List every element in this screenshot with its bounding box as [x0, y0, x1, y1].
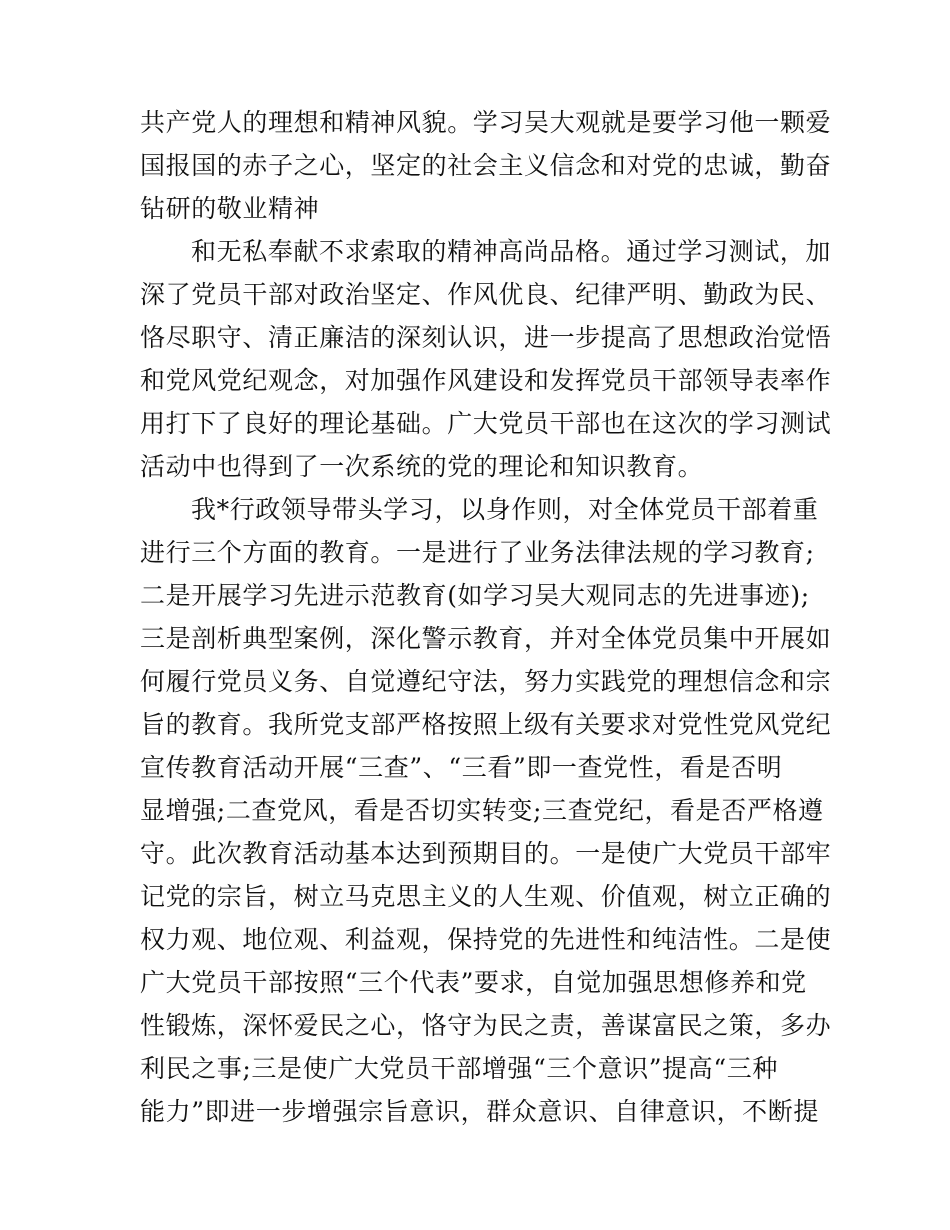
text-line-1: 共产党人的理想和精神风貌。学习吴大观就是要学习他一颗爱	[140, 108, 832, 137]
text-line-3: 钻研的敬业精神	[140, 194, 320, 223]
text-line-23: 利民之事;三是使广大党员干部增强“三个意识”提高“三种	[140, 1054, 778, 1083]
text-line-18: 守。此次教育活动基本达到预期目的。一是使广大党员干部牢	[140, 839, 832, 868]
text-line-6: 恪尽职守、清正廉洁的深刻认识，进一步提高了思想政治觉悟	[140, 323, 832, 352]
text-line-13: 三是剖析典型案例，深化警示教育，并对全体党员集中开展如	[140, 624, 832, 653]
text-line-8: 用打下了良好的理论基础。广大党员干部也在这次的学习测试	[140, 409, 832, 438]
text-line-7: 和党风党纪观念，对加强作风建设和发挥党员干部领导表率作	[140, 366, 832, 395]
text-line-20: 权力观、地位观、利益观，保持党的先进性和纯洁性。二是使	[140, 925, 832, 954]
text-line-10: 我*行政领导带头学习，以身作则，对全体党员干部着重	[191, 495, 819, 524]
text-line-9: 活动中也得到了一次系统的党的理论和知识教育。	[140, 452, 704, 481]
text-line-14: 何履行党员义务、自觉遵纪守法，努力实践党的理想信念和宗	[140, 667, 832, 696]
text-line-22: 性锻炼，深怀爱民之心，恪守为民之责，善谋富民之策，多办	[140, 1011, 832, 1040]
text-line-11: 进行三个方面的教育。一是进行了业务法律法规的学习教育;	[140, 538, 815, 567]
text-line-4: 和无私奉献不求索取的精神高尚品格。通过学习测试，加	[191, 237, 832, 266]
text-line-21: 广大党员干部按照“三个代表”要求，自觉加强思想修养和党	[140, 968, 807, 997]
text-line-17: 显增强;二查党风，看是否切实转变;三查党纪，看是否严格遵	[140, 796, 824, 825]
text-line-19: 记党的宗旨，树立马克思主义的人生观、价值观，树立正确的	[140, 882, 832, 911]
text-line-5: 深了党员干部对政治坚定、作风优良、纪律严明、勤政为民、	[140, 280, 832, 309]
text-line-2: 国报国的赤子之心，坚定的社会主义信念和对党的忠诚，勤奋	[140, 151, 832, 180]
text-line-12: 二是开展学习先进示范教育(如学习吴大观同志的先进事迹);	[140, 581, 810, 610]
text-line-16: 宣传教育活动开展“三查”、“三看”即一查党性，看是否明	[140, 753, 783, 782]
text-line-15: 旨的教育。我所党支部严格按照上级有关要求对党性党风党纪	[140, 710, 832, 739]
document-body	[140, 101, 832, 1133]
text-line-24: 能力”即进一步增强宗旨意识，群众意识、自律意识，不断提	[140, 1097, 819, 1126]
